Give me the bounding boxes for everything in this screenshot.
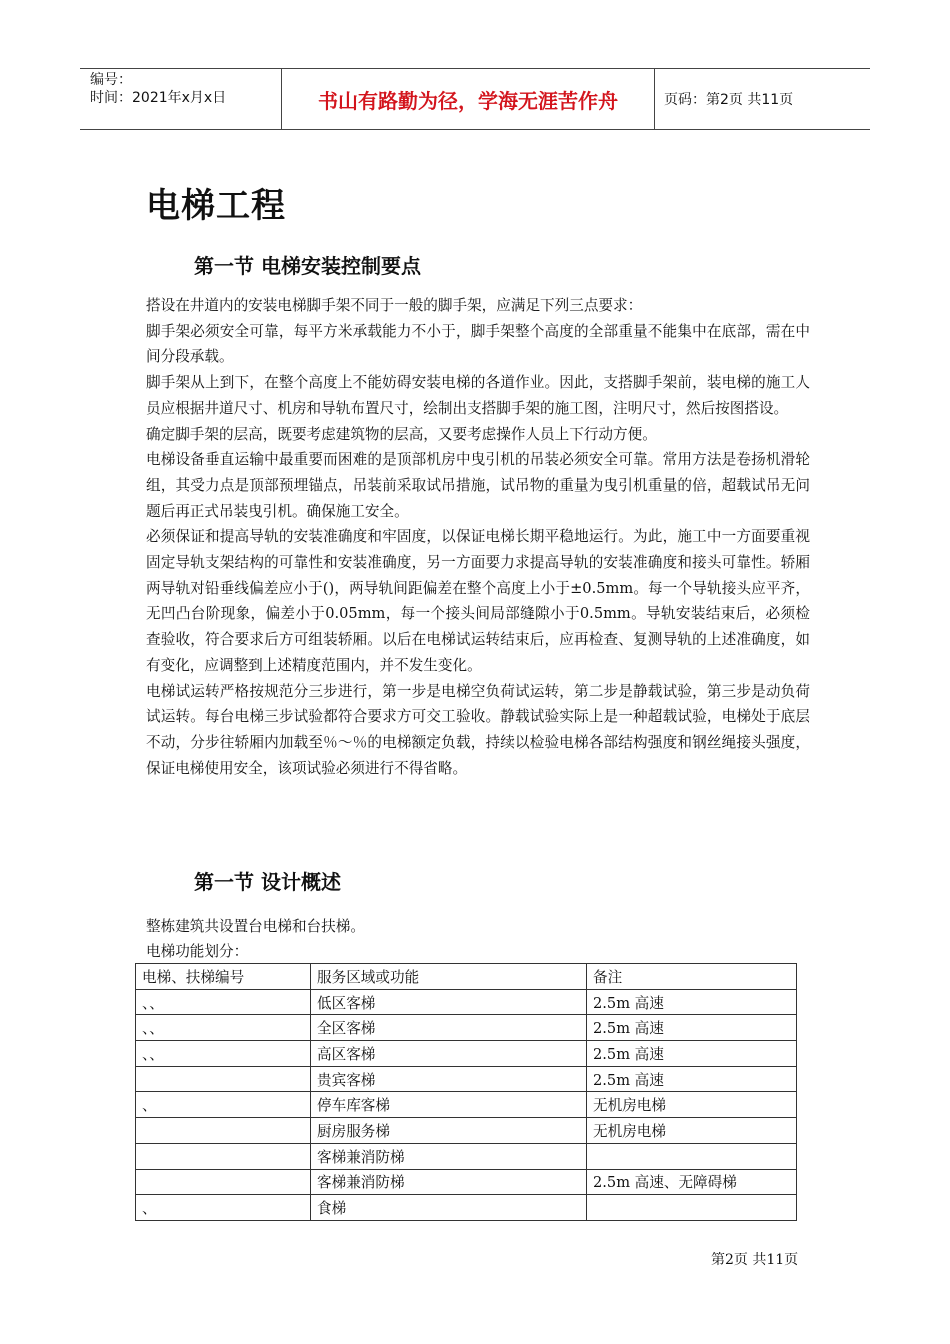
table-cell [587, 1195, 797, 1221]
table-row [136, 1143, 797, 1169]
table-cell: 停车库客梯 [311, 1092, 587, 1118]
table-cell: 、、 [136, 1041, 311, 1067]
table-row [136, 1041, 797, 1067]
header-divider [654, 69, 655, 129]
paragraph: 搭设在井道内的安装电梯脚手架不同于一般的脚手架，应满足下列三点要求： [146, 297, 643, 314]
page-header [80, 68, 870, 130]
section2-heading: 第一节 设计概述 [194, 870, 341, 894]
table-cell: 客梯兼消防梯 [311, 1143, 587, 1169]
table-cell: 高区客梯 [311, 1041, 587, 1067]
table-cell: 、 [136, 1092, 311, 1118]
table-cell [587, 1143, 797, 1169]
table-cell: 2.5m 高速、无障碍梯 [587, 1169, 797, 1195]
table-cell: 2.5m 高速 [587, 1015, 797, 1041]
paragraph: 电梯功能划分： [146, 943, 249, 960]
table-cell: 贵宾客梯 [311, 1066, 587, 1092]
table-row [136, 1092, 797, 1118]
table-row [136, 1195, 797, 1221]
paragraph: 必须保证和提高导轨的安装准确度和牢固度，以保证电梯长期平稳地运行。为此，施工中一方面要重视固定导轨支架结构的可靠性和安装准确度，另一方面要力求提高导轨的安装准确度和接头可靠性。轿厢两导轨对铅垂线偏差应小于()，两导轨间距偏差在整个高度上小于±0.5mm。每一个导轨接头应平齐，无凹凸台阶现象，偏差小于0.05mm，每一个接头间局部缝隙小于0.5mm。导轨安装结束后，必须检查验收，符合要求后方可组装轿厢。以后在电梯试运转结束后，应再检查、复测导轨的上述准确度，如有变化，应调整到上述精度范围内，并不发生变化。 [146, 528, 810, 674]
table-cell [136, 1118, 311, 1144]
table-cell [136, 1169, 311, 1195]
table-row [136, 1015, 797, 1041]
table-cell: 、 [136, 1195, 311, 1221]
table-cell: 厨房服务梯 [311, 1118, 587, 1144]
document-title: 电梯工程 [146, 186, 286, 226]
section2-body [146, 914, 810, 964]
table-header-cell: 备注 [587, 964, 797, 990]
table-cell [136, 1066, 311, 1092]
table-cell: 、、 [136, 989, 311, 1015]
table-cell: 食梯 [311, 1195, 587, 1221]
table-cell: 2.5m 高速 [587, 1066, 797, 1092]
table-cell: 无机房电梯 [587, 1118, 797, 1144]
table-row [136, 1118, 797, 1144]
paragraph: 确定脚手架的层高，既要考虑建筑物的层高，又要考虑操作人员上下行动方便。 [146, 425, 657, 443]
table-cell: 全区客梯 [311, 1015, 587, 1041]
section1-body [146, 293, 810, 781]
table-header-cell: 电梯、扶梯编号 [136, 964, 311, 990]
paragraph: 脚手架必须安全可靠，每平方米承载能力不小于，脚手架整个高度的全部重量不能集中在底部，需在中间分段承载。 [146, 322, 810, 366]
table-row [136, 1066, 797, 1092]
header-number-label: 编号： [90, 72, 132, 88]
page-footer: 第2页 共11页 [711, 1252, 799, 1268]
table-cell: 客梯兼消防梯 [311, 1169, 587, 1195]
table-row [136, 1169, 797, 1195]
table-cell: 2.5m 高速 [587, 989, 797, 1015]
table-header-row [136, 964, 797, 990]
paragraph: 整栋建筑共设置台电梯和台扶梯。 [146, 918, 365, 935]
table-cell: 、、 [136, 1015, 311, 1041]
table-row [136, 989, 797, 1015]
header-page-label: 页码：第2页 共11页 [664, 92, 794, 108]
header-time-label: 时间：2021年x月x日 [90, 90, 227, 106]
elevator-table [135, 963, 797, 1221]
paragraph: 脚手架从上到下，在整个高度上不能妨碍安装电梯的各道作业。因此，支搭脚手架前，装电梯的施工人员应根据井道尺寸、机房和导轨布置尺寸，绘制出支搭脚手架的施工图，注明尺寸，然后按图搭设。 [146, 374, 810, 417]
table-cell [136, 1143, 311, 1169]
table-cell: 低区客梯 [311, 989, 587, 1015]
header-motto: 书山有路勤为径，学海无涯苦作舟 [318, 88, 618, 113]
table-cell: 无机房电梯 [587, 1092, 797, 1118]
section1-heading: 第一节 电梯安装控制要点 [194, 254, 421, 278]
paragraph: 电梯试运转严格按规范分三步进行，第一步是电梯空负荷试运转，第二步是静载试验，第三步是动负荷试运转。每台电梯三步试验都符合要求方可交工验收。静载试验实际上是一种超载试验，电梯处于底层不动，分步往轿厢内加载至％～％的电梯额定负载，持续以检验电梯各部结构强度和钢丝绳接头强度，保证电梯使用安全，该项试验必须进行不得省略。 [146, 682, 810, 777]
table-cell: 2.5m 高速 [587, 1041, 797, 1067]
paragraph: 电梯设备垂直运输中最重要而困难的是顶部机房中曳引机的吊装必须安全可靠。常用方法是卷扬机滑轮组，其受力点是顶部预埋锚点，吊装前采取试吊措施，试吊物的重量为曳引机重量的倍，超载试吊无问题后再正式吊装曳引机。确保施工安全。 [146, 451, 810, 520]
table-header-cell: 服务区域或功能 [311, 964, 587, 990]
header-meta [90, 71, 280, 107]
